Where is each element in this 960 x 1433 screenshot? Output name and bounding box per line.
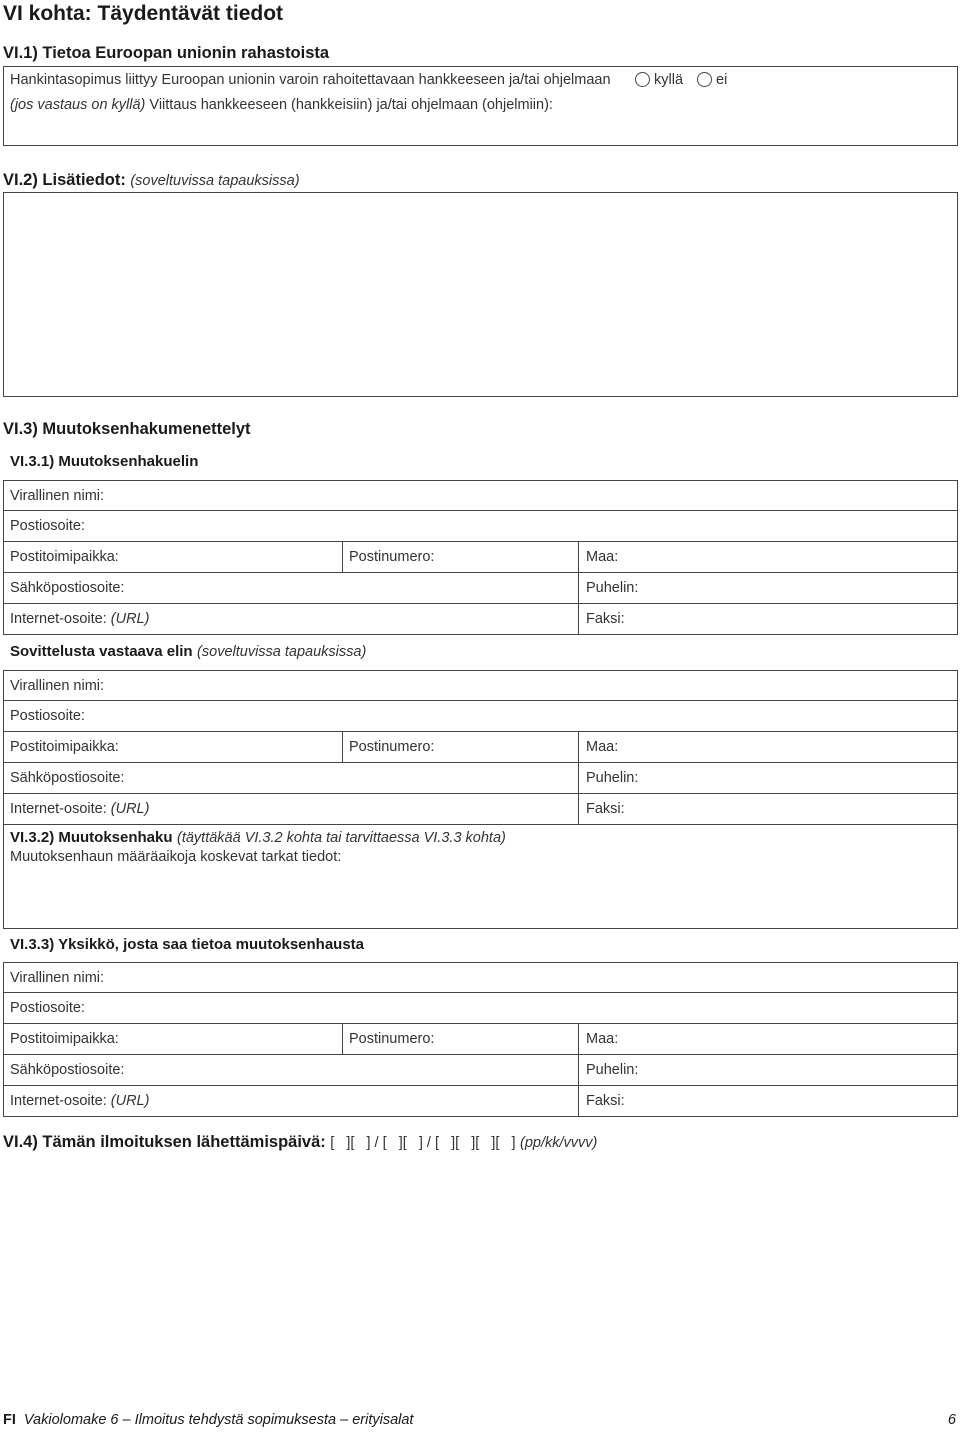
- no-label: ei: [716, 72, 728, 88]
- section-vi4: [3, 1133, 597, 1152]
- vi2-title: VI.2) Lisätiedot:: [3, 171, 126, 189]
- postcode-label: Postinumero:: [349, 549, 435, 565]
- address-label: Postiosoite:: [10, 708, 85, 724]
- mediation-internet-row: [3, 794, 958, 825]
- phone-field[interactable]: [578, 1055, 639, 1085]
- page-title: VI kohta: Täydentävät tiedot: [3, 2, 284, 25]
- info-service-town-row: [3, 1024, 958, 1055]
- name-label: Virallinen nimi:: [10, 488, 105, 504]
- mediation-email-row: [3, 763, 958, 794]
- internet-label: Internet-osoite: (URL): [10, 1093, 150, 1109]
- page-number: 6: [947, 1412, 956, 1428]
- info-service-address-field[interactable]: [3, 993, 958, 1024]
- town-label: Postitoimipaikka:: [10, 739, 119, 755]
- reference-condition: (jos vastaus on kyllä): [10, 97, 146, 113]
- radio-yes[interactable]: [635, 72, 650, 87]
- info-service-email-row: [3, 1055, 958, 1086]
- vi32-heading: [10, 829, 506, 847]
- town-label: Postitoimipaikka:: [10, 549, 119, 565]
- footer: [3, 1412, 413, 1428]
- mediation-note: (soveltuvissa tapauksissa): [197, 644, 367, 660]
- fax-field[interactable]: [578, 604, 625, 634]
- eu-funds-yes-option[interactable]: [635, 72, 683, 88]
- phone-label: Puhelin:: [586, 1062, 639, 1078]
- fax-label: Faksi:: [586, 611, 625, 627]
- review-body-town-row: [3, 542, 958, 573]
- phone-label: Puhelin:: [586, 770, 639, 786]
- email-label: Sähköpostiosoite:: [10, 1062, 125, 1078]
- postcode-label: Postinumero:: [349, 739, 435, 755]
- fax-label: Faksi:: [586, 801, 625, 817]
- review-body-internet-row: [3, 604, 958, 635]
- section-vi33-heading: VI.3.3) Yksikkö, josta saa tietoa muutoksenhausta: [10, 936, 365, 953]
- additional-info-field[interactable]: [3, 192, 958, 397]
- vi2-note: (soveltuvissa tapauksissa): [130, 173, 300, 189]
- postcode-field[interactable]: [342, 732, 435, 762]
- review-body-name-field[interactable]: [3, 480, 958, 511]
- review-body-address-field[interactable]: [3, 511, 958, 542]
- info-service-name-field[interactable]: [3, 962, 958, 993]
- section-vi2-heading: [3, 171, 300, 190]
- footer-form-title: Vakiolomake 6 – Ilmoitus tehdystä sopimuksesta – erityisalat: [23, 1412, 414, 1428]
- section-vi3-heading: VI.3) Muutoksenhakumenettelyt: [3, 420, 251, 438]
- postcode-field[interactable]: [342, 542, 435, 572]
- country-label: Maa:: [586, 1031, 619, 1047]
- postcode-field[interactable]: [342, 1024, 435, 1054]
- yes-label: kyllä: [654, 72, 684, 88]
- review-procedure-box[interactable]: [3, 825, 958, 929]
- address-label: Postiosoite:: [10, 1000, 85, 1016]
- address-label: Postiosoite:: [10, 518, 85, 534]
- phone-label: Puhelin:: [586, 580, 639, 596]
- mediation-address-field[interactable]: [3, 701, 958, 732]
- eu-funds-question: Hankintasopimus liittyy Euroopan unionin varoin rahoitettavaan hankkeeseen ja/tai ohjelmaan: [10, 72, 611, 88]
- country-label: Maa:: [586, 739, 619, 755]
- postcode-label: Postinumero:: [349, 1031, 435, 1047]
- radio-no[interactable]: [697, 72, 712, 87]
- email-label: Sähköpostiosoite:: [10, 770, 125, 786]
- eu-funds-box: [3, 66, 958, 146]
- fax-label: Faksi:: [586, 1093, 625, 1109]
- name-label: Virallinen nimi:: [10, 970, 105, 986]
- mediation-title: Sovittelusta vastaava elin: [10, 643, 193, 660]
- reference-label: Viittaus hankkeeseen (hankkeisiin) ja/tai ohjelmaan (ohjelmiin):: [149, 97, 553, 113]
- country-field[interactable]: [578, 542, 619, 572]
- date-format-hint: (pp/kk/vvvv): [520, 1135, 598, 1151]
- review-body-email-row: [3, 573, 958, 604]
- info-service-internet-row: [3, 1086, 958, 1117]
- phone-field[interactable]: [578, 573, 639, 603]
- country-field[interactable]: [578, 1024, 619, 1054]
- name-label: Virallinen nimi:: [10, 678, 105, 694]
- dispatch-date-field[interactable]: [ ][ ] / [ ][ ] / [ ][ ][ ][ ]: [330, 1135, 516, 1151]
- section-vi1-heading: VI.1) Tietoa Euroopan unionin rahastoista: [3, 44, 330, 62]
- fax-field[interactable]: [578, 1086, 625, 1116]
- fax-field[interactable]: [578, 794, 625, 824]
- mediation-body-heading: [10, 643, 366, 661]
- eu-funds-reference: [10, 97, 553, 113]
- footer-lang: FI: [3, 1412, 16, 1428]
- internet-label: Internet-osoite: (URL): [10, 801, 150, 817]
- country-field[interactable]: [578, 732, 619, 762]
- vi4-title: VI.4) Tämän ilmoituksen lähettämispäivä:: [3, 1133, 326, 1151]
- country-label: Maa:: [586, 549, 619, 565]
- mediation-name-field[interactable]: [3, 670, 958, 701]
- vi32-title: VI.3.2) Muutoksenhaku: [10, 829, 173, 846]
- email-label: Sähköpostiosoite:: [10, 580, 125, 596]
- town-label: Postitoimipaikka:: [10, 1031, 119, 1047]
- section-vi31-heading: VI.3.1) Muutoksenhakuelin: [10, 453, 199, 470]
- internet-label: Internet-osoite: (URL): [10, 611, 150, 627]
- eu-funds-no-option[interactable]: [697, 72, 727, 88]
- vi32-note: (täyttäkää VI.3.2 kohta tai tarvittaessa VI.3.3 kohta): [177, 830, 506, 846]
- vi32-text: Muutoksenhaun määräaikoja koskevat tarkat tiedot:: [10, 849, 342, 865]
- phone-field[interactable]: [578, 763, 639, 793]
- mediation-town-row: [3, 732, 958, 763]
